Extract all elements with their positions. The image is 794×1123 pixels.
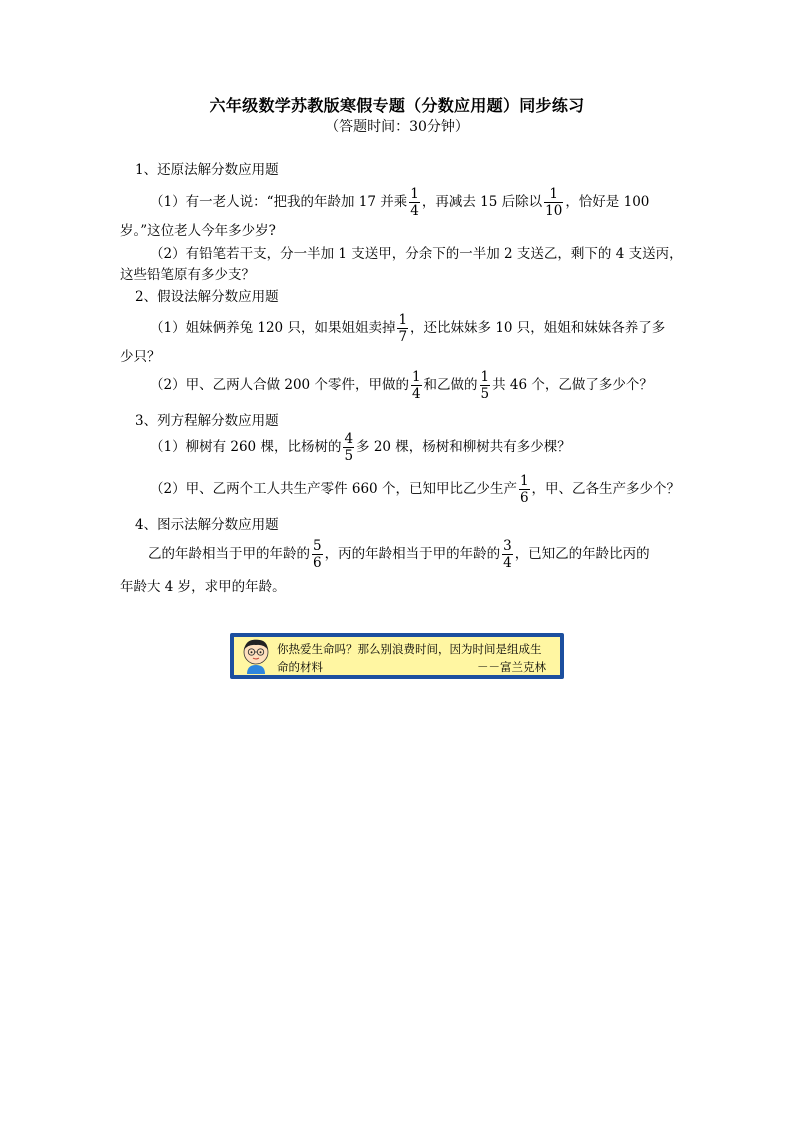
fraction-numerator: 4 [344, 431, 354, 447]
section-1-question-1-line-2: 岁。”这位老人今年多少岁? [120, 223, 276, 239]
fraction-numerator: 5 [313, 538, 322, 554]
section-1-question-1-line-1 [150, 186, 649, 219]
fraction [312, 538, 323, 571]
fraction [519, 473, 530, 506]
document-subtitle: （答题时间：30分钟） [325, 119, 469, 135]
fraction-denominator: 6 [519, 490, 529, 506]
question-text: ，甲、乙各生产多少个？ [531, 481, 681, 497]
quote-line-2: 命的材料 [277, 660, 323, 674]
question-text: （1）有一老人说：“把我的年龄加 17 并乘 [150, 194, 408, 210]
quote-author: －－富兰克林 [477, 660, 546, 674]
section-2-heading: 2、假设法解分数应用题 [135, 289, 279, 305]
section-2-question-2 [150, 369, 653, 402]
fraction-numerator: 1 [544, 186, 563, 203]
fraction-denominator: 4 [410, 203, 419, 219]
section-1-question-2-line-1: （2）有铅笔若干支，分一半加 1 支送甲，分余下的一半加 2 支送乙，剩下的 4 支送丙， [150, 246, 683, 262]
question-text: ，丙的年龄相当于甲的年龄的 [324, 546, 501, 562]
section-4-question-line-1 [148, 538, 650, 571]
fraction [411, 369, 422, 402]
question-text: ，再减去 15 后除以 [421, 194, 543, 210]
fraction-numerator: 1 [398, 312, 408, 328]
question-text: 乙的年龄相当于甲的年龄的 [148, 546, 310, 562]
fraction-numerator: 1 [519, 473, 529, 489]
section-1-question-2-line-2: 这些铅笔原有多少支？ [120, 267, 255, 283]
question-text: 和乙做的 [423, 377, 478, 393]
fraction-denominator: 10 [545, 203, 563, 219]
section-4-heading: 4、图示法解分数应用题 [135, 517, 279, 533]
section-1-heading: 1、还原法解分数应用题 [135, 162, 279, 178]
fraction [544, 186, 563, 219]
question-text: ，还比妹妹多 10 只，姐姐和妹妹各养了多 [410, 320, 666, 336]
question-text: ，恰好是 100 [565, 194, 650, 210]
question-text: （1）柳树有 260 棵，比杨树的 [150, 439, 342, 455]
fraction [397, 312, 408, 345]
section-2-question-1-line-1 [150, 312, 665, 345]
question-text: （2）甲、乙两个工人共生产零件 660 个，已知甲比乙少生产 [150, 481, 517, 497]
fraction-denominator: 7 [398, 329, 408, 345]
section-2-question-1-line-2: 少只？ [120, 349, 161, 365]
fraction-denominator: 6 [313, 555, 322, 571]
question-text: ，已知乙的年龄比丙的 [514, 546, 650, 562]
question-text: 共 46 个，乙做了多少个？ [492, 377, 653, 393]
fraction [343, 431, 354, 464]
fraction-denominator: 5 [480, 386, 490, 402]
boy-avatar-icon [240, 638, 272, 674]
section-4-question-line-2: 年龄大 4 岁，求甲的年龄。 [120, 579, 286, 595]
fraction-numerator: 1 [480, 369, 490, 385]
fraction-numerator: 1 [411, 369, 421, 385]
section-3-question-2 [150, 473, 680, 506]
question-text: 多 20 棵，杨树和柳树共有多少棵？ [356, 439, 571, 455]
fraction-denominator: 5 [344, 448, 354, 464]
fraction [502, 538, 513, 571]
document-title: 六年级数学苏教版寒假专题（分数应用题）同步练习 [209, 96, 585, 115]
fraction-numerator: 3 [503, 538, 512, 554]
section-3-heading: 3、列方程解分数应用题 [135, 413, 279, 429]
fraction [409, 186, 420, 219]
question-text: （2）甲、乙两人合做 200 个零件，甲做的 [150, 377, 409, 393]
question-text: （1）姐妹俩养兔 120 只，如果姐姐卖掉 [150, 320, 396, 336]
quote-line-1: 你热爱生命吗？那么别浪费时间，因为时间是组成生 [277, 642, 542, 656]
section-3-question-1 [150, 431, 571, 464]
fraction [480, 369, 491, 402]
quote-banner [230, 633, 564, 679]
fraction-denominator: 4 [411, 386, 421, 402]
fraction-denominator: 4 [503, 555, 512, 571]
fraction-numerator: 1 [410, 186, 419, 202]
